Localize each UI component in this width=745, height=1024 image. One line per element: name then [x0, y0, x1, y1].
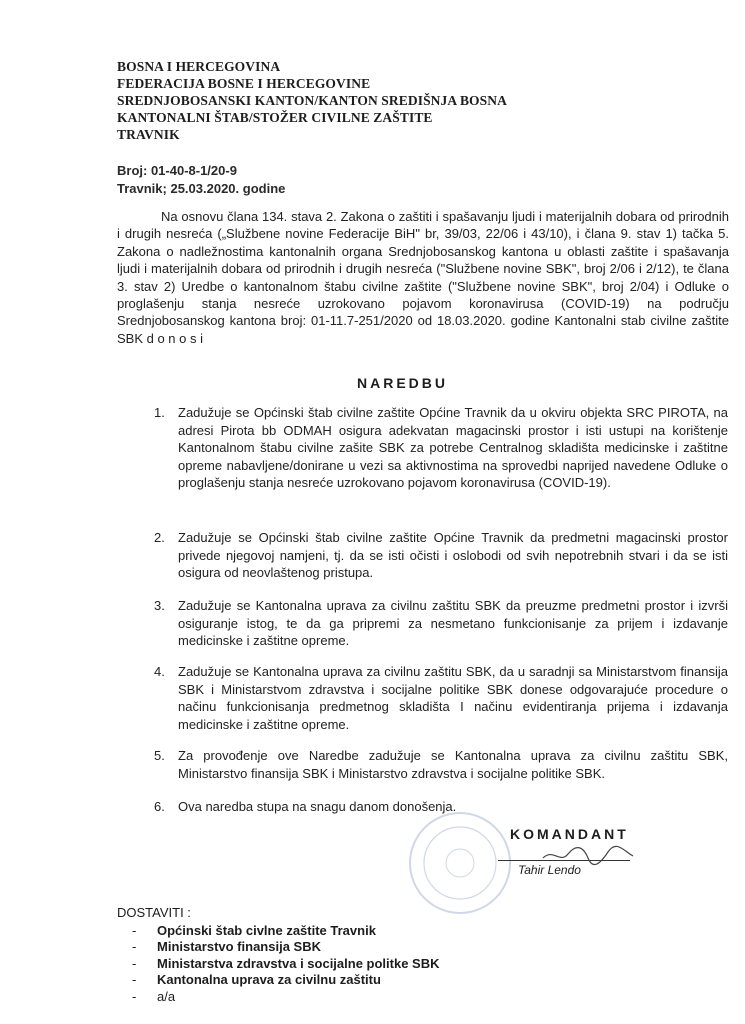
letterhead-line: KANTONALNI ŠTAB/STOŽER CIVILNE ZAŠTITE [117, 110, 433, 125]
order-item-1 [154, 404, 728, 492]
order-item-2 [154, 529, 728, 582]
item-text: Zadužuje se Općinski štab civilne zaštite Općine Travnik da predmetni magacinski prostor privede njegovoj namjeni, tj. da se isti očisti i oslobodi od svih nepotrebnih stvari i da se isti osigura od neovlaštenog pristupa. [178, 530, 728, 580]
item-number: 5. [154, 748, 165, 763]
item-number: 1. [154, 405, 165, 420]
item-text: Zadužuje se Kantonalna uprava za civilnu zaštitu SBK da preuzme predmetni prostor i izvrši osiguranje istog, te da ga pripremi za nesmetano funkcionisanje za prijem i izdavanje medicinske i zaštitne opreme. [178, 598, 728, 648]
letterhead-line: FEDERACIJA BOSNE I HERCEGOVINE [117, 76, 371, 91]
list-dash: - [132, 955, 137, 971]
item-number: 2. [154, 530, 165, 545]
document-title: NAREDBU [357, 375, 448, 391]
recipient-text: Ministarstvo finansija SBK [157, 939, 321, 954]
intro-paragraph: Na osnovu člana 134. stava 2. Zakona o zaštiti i spašavanju ljudi i materijalnih dobara od prirodnih i drugih nesreća („Službene novine Federacije BiH" br, 39/03, 22/06 i 43/10), i člana 9. stav 1) tačka 5. Zakona o nadležnostima kantonalnih organa Srednjobosanskog kantona u oblasti zaštite i spašavanja ljudi i materijalnih dobara od prirodnih i drugih nesreća ("Službene novine SBK", broj 2/06 i 2/12), te člana 3. stav 2) Uredbe o kantonalnom štabu civilne zaštite ("Službene novine SBK", broj 2/04) i Odluke o proglašenju stanja nesreće uzrokovano pojavom koronavirusa (COVID-19) na području Srednjobosanskog kantona broj: 01-11.7-251/2020 od 18.03.2020. godine Kantonalni stab civilne zaštite SBK d o n o s i [117, 209, 729, 346]
item-text: Zadužuje se Općinski štab civilne zaštite Općine Travnik da u okviru objekta SRC PIROTA, na adresi Pirota bb ODMAH osigura adekvatan magacinski prostor i isti ustupi na korištenje Kantonalnom štabu civilne zašite SBK za potrebe Centralnog skladišta medicinske i zaštitne opreme nabavljene/donirane u vezi sa aktivnostima na sprovedbi naprijed navedene Odluke o proglašenju stanja nesreće uzrokovano pojavom koronavirusa (COVID-19). [178, 405, 728, 490]
order-item-3 [154, 597, 728, 650]
recipient-text: Općinski štab civlne zaštite Travnik [157, 922, 376, 938]
item-number: 4. [154, 664, 165, 679]
list-dash: - [132, 939, 137, 954]
item-text: Ova naredba stupa na snagu danom donošenja. [178, 799, 457, 814]
recipient-text: Ministarstva zdravstva i socijalne politke SBK [157, 955, 440, 971]
recipient-item [117, 956, 440, 973]
order-item-5 [154, 747, 728, 782]
signatory-title: KOMANDANT [510, 826, 629, 842]
list-dash: - [132, 972, 137, 987]
distribution-label: DOSTAVITI : [117, 905, 191, 920]
handwritten-signature [538, 840, 638, 868]
item-text: Za provođenje ove Naredbe zadužuje se Kantonalna uprava za civilnu zaštitu SBK, Ministarstvo finansija SBK i Ministarstvo zdravstva i socijalne politike SBK. [178, 748, 728, 781]
signatory-name: Tahir Lendo [518, 863, 581, 877]
recipient-item [117, 939, 440, 956]
recipient-text: a/a [157, 988, 176, 1004]
letterhead-line: TRAVNIK [117, 127, 180, 142]
item-number: 6. [154, 799, 165, 814]
letterhead-line: SREDNJOBOSANSKI KANTON/KANTON SREDIŠNJA BOSNA [117, 93, 507, 108]
document-reference [117, 162, 285, 198]
letterhead-line: BOSNA I HERCEGOVINA [117, 59, 281, 74]
recipient-text: Kantonalna uprava za civilnu zaštitu [157, 972, 381, 987]
letterhead [117, 58, 507, 143]
recipient-item [117, 972, 440, 989]
item-number: 3. [154, 598, 165, 613]
place-date: Travnik; 25.03.2020. godine [117, 181, 286, 196]
order-item-4 [154, 663, 728, 733]
item-text: Zadužuje se Kantonalna uprava za civilnu zaštitu SBK, da u saradnji sa Ministarstvom finansija SBK i Ministarstvom zdravstva i socijalne politike SBK donese odgovarajuće procedure o načinu funkcionisanja predmetnog skladišta I načinu evidentiranja prijema i izdavanja medicinske i zaštitne opreme. [178, 664, 728, 732]
distribution-list [117, 905, 440, 1005]
signature-block [498, 826, 648, 877]
recipient-item [117, 923, 440, 940]
list-dash: - [132, 922, 137, 938]
list-dash: - [132, 988, 137, 1004]
reference-number: Broj: 01-40-8-1/20-9 [117, 163, 237, 178]
recipient-item [117, 989, 440, 1006]
